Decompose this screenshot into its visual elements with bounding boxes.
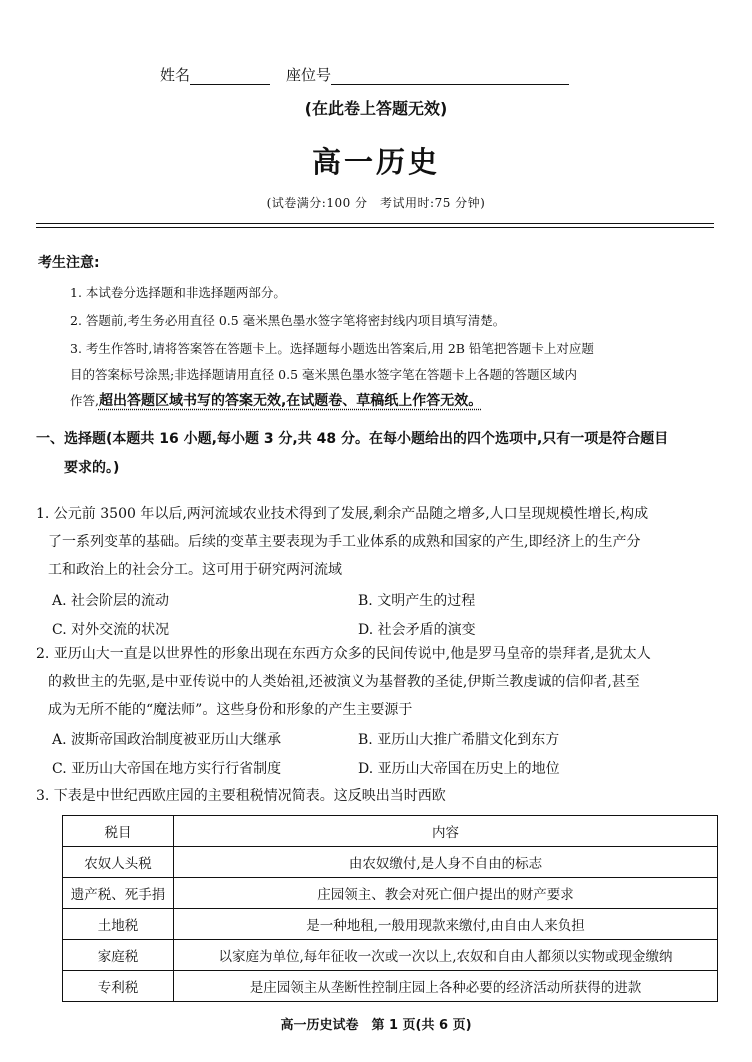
option-b[interactable]: B. 文明产生的过程 xyxy=(358,593,476,609)
table-cell: 土地税 xyxy=(63,909,174,940)
section-heading xyxy=(36,425,720,483)
option-a[interactable]: A. 社会阶层的流动 xyxy=(52,593,170,609)
table-row xyxy=(63,971,718,1002)
notice-item: 1. 本试卷分选择题和非选择题两部分。 xyxy=(70,285,286,300)
table-row xyxy=(63,878,718,909)
table-cell: 是一种地租,一般用现款来缴付,由自由人来负担 xyxy=(174,909,718,940)
question-line: 2. 亚历山大一直是以世界性的形象出现在东西方众多的民间传说中,他是罗马皇帝的崇拜者,是犹太人 xyxy=(36,646,651,662)
question-1 xyxy=(36,500,720,584)
notice-item: 2. 答题前,考生务必用直径 0.5 毫米黑色墨水签字笔将密封线内项目填写清楚。 xyxy=(70,313,506,328)
invalid-answer-note: (在此卷上答题无效) xyxy=(304,99,448,118)
notice-item-line: 目的答案标号涂黑;非选择题请用直径 0.5 毫米黑色墨水签字笔在答题卡上各题的答题区域内 xyxy=(70,367,578,382)
option-d[interactable]: D. 社会矛盾的演变 xyxy=(358,622,476,638)
section-heading-line: 要求的。) xyxy=(64,460,120,476)
table-cell: 家庭税 xyxy=(63,940,174,971)
table-header-cell: 内容 xyxy=(174,816,718,847)
exam-info: (试卷满分:100 分 考试用时:75 分钟) xyxy=(266,196,486,210)
header-divider-thin xyxy=(36,227,714,228)
notice-list xyxy=(70,280,718,416)
table-header-cell: 税目 xyxy=(63,816,174,847)
option-c[interactable]: C. 对外交流的状况 xyxy=(52,622,170,638)
option-b[interactable]: B. 亚历山大推广希腊文化到东方 xyxy=(358,732,560,748)
notice-text: 作答, xyxy=(70,393,99,408)
table-cell: 遗产税、死手捐 xyxy=(63,878,174,909)
option-c[interactable]: C. 亚历山大帝国在地方实行行省制度 xyxy=(52,761,282,777)
page-title: 高一历史 xyxy=(311,145,440,179)
table-cell: 以家庭为单位,每年征收一次或一次以上,农奴和自由人都须以实物或现金缴纳 xyxy=(174,940,718,971)
question-line: 成为无所不能的“魔法师”。这些身份和形象的产生主要源于 xyxy=(48,702,413,718)
section-heading-line: 一、选择题(本题共 16 小题,每小题 3 分,共 48 分。在每小题给出的四个选项中,只有一项是符合题目 xyxy=(36,431,669,447)
seat-blank xyxy=(331,66,569,85)
table-cell: 庄园领主、教会对死亡佃户提出的财产要求 xyxy=(174,878,718,909)
name-blank xyxy=(190,66,270,85)
option-a[interactable]: A. 波斯帝国政治制度被亚历山大继承 xyxy=(52,732,282,748)
table-cell: 专利税 xyxy=(63,971,174,1002)
page-footer: 高一历史试卷 第 1 页(共 6 页) xyxy=(280,1018,472,1033)
question-line: 的救世主的先驱,是中亚传说中的人类始祖,还被演义为基督教的圣徒,伊斯兰教虔诚的信仰者,甚至 xyxy=(48,674,640,690)
seat-label: 座位号 xyxy=(286,66,332,84)
table-row xyxy=(63,847,718,878)
notice-item xyxy=(70,336,718,414)
question-line: 1. 公元前 3500 年以后,两河流域农业技术得到了发展,剩余产品随之增多,人口呈现规模性增长,构成 xyxy=(36,506,649,522)
header-divider xyxy=(36,223,714,224)
candidate-info-line xyxy=(160,64,569,85)
question-line: 了一系列变革的基础。后续的变革主要表现为手工业体系的成熟和国家的产生,即经济上的生产分 xyxy=(48,534,641,550)
notice-emphasis: 超出答题区域书写的答案无效,在试题卷、草稿纸上作答无效。 xyxy=(98,393,483,409)
question-line: 3. 下表是中世纪西欧庄园的主要租税情况简表。这反映出当时西欧 xyxy=(36,788,446,804)
name-label: 姓名 xyxy=(160,66,191,84)
table-row xyxy=(63,940,718,971)
table-cell: 由农奴缴付,是人身不自由的标志 xyxy=(174,847,718,878)
table-row xyxy=(63,909,718,940)
notice-item-line xyxy=(70,388,718,414)
option-d[interactable]: D. 亚历山大帝国在历史上的地位 xyxy=(358,761,560,777)
table-cell: 是庄园领主从垄断性控制庄园上各种必要的经济活动所获得的进款 xyxy=(174,971,718,1002)
table-header-row xyxy=(63,816,718,847)
notice-item-line: 3. 考生作答时,请将答案答在答题卡上。选择题每小题选出答案后,用 2B 铅笔把答题卡上对应题 xyxy=(70,341,594,356)
question-2 xyxy=(36,640,720,724)
table-cell: 农奴人头税 xyxy=(63,847,174,878)
question-3 xyxy=(36,782,720,810)
notice-title: 考生注意: xyxy=(38,255,100,271)
tax-table xyxy=(62,815,718,1002)
question-line: 工和政治上的社会分工。这可用于研究两河流域 xyxy=(48,562,342,578)
